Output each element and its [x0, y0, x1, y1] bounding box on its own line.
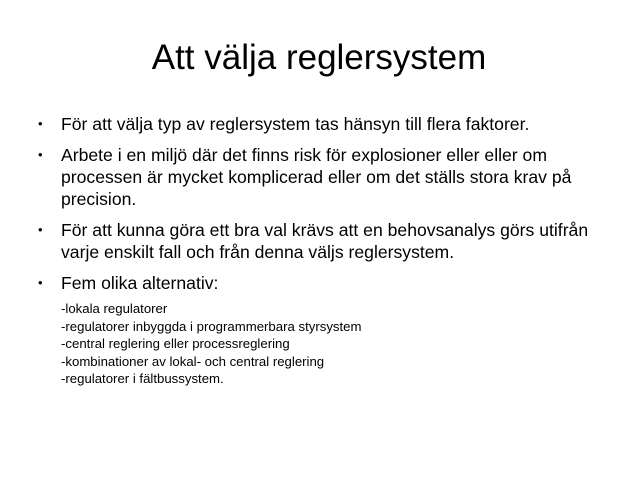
bullet-list — [36, 113, 606, 397]
bullet-dot-icon: • — [38, 147, 43, 162]
bullet-text: För att välja typ av reglersystem tas hänsyn till flera faktorer. — [61, 114, 530, 134]
bullet-item — [36, 219, 606, 263]
alternatives-list — [61, 300, 606, 388]
bullet-text: För att kunna göra ett bra val krävs att en behovsanalys görs utifrån varje enskilt fall och från denna väljs reglersystem. — [61, 220, 589, 262]
alternative-item: -central reglering eller processreglering — [61, 336, 290, 351]
bullet-item — [36, 144, 606, 210]
bullet-item — [36, 272, 606, 388]
bullet-dot-icon: • — [38, 222, 43, 237]
bullet-text: Fem olika alternativ: — [61, 273, 219, 293]
bullet-item — [36, 113, 606, 135]
bullet-dot-icon: • — [38, 275, 43, 290]
alternative-item: -regulatorer i fältbussystem. — [61, 371, 224, 386]
slide-title: Att välja reglersystem — [151, 38, 487, 77]
bullet-dot-icon: • — [38, 116, 43, 131]
bullet-text: Arbete i en miljö där det finns risk för explosioner eller eller om processen är mycket komplicerad eller om det ställs stora krav på precision. — [61, 145, 572, 209]
alternative-item: -kombinationer av lokal- och central reglering — [61, 353, 325, 369]
alternative-item: -lokala regulatorer — [61, 301, 168, 316]
alternative-item: -regulatorer inbyggda i programmerbara styrsystem — [61, 318, 362, 334]
